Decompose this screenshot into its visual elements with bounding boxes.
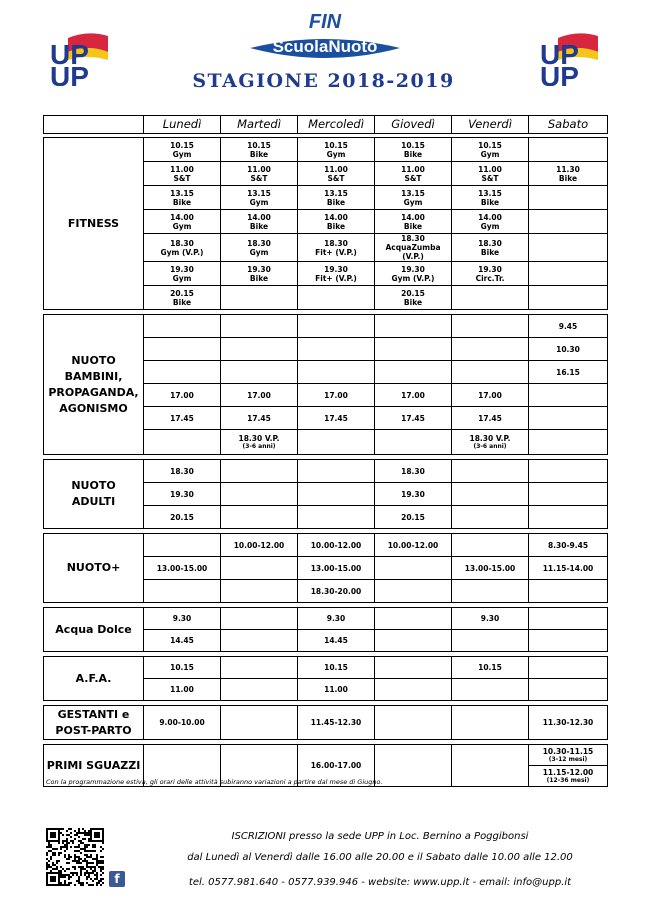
schedule-cell: 17.45 xyxy=(375,407,452,430)
schedule-cell xyxy=(375,630,452,652)
schedule-cell xyxy=(529,384,608,407)
schedule-cell: 11.00 S&T xyxy=(375,162,452,186)
svg-text:UP: UP xyxy=(540,61,579,86)
schedule-cell: 17.45 xyxy=(452,407,529,430)
schedule-cell: 19.30 Circ.Tr. xyxy=(452,262,529,286)
schedule-cell: 9.30 xyxy=(452,608,529,630)
schedule-cell xyxy=(529,186,608,210)
category-label: NUOTO+ xyxy=(44,534,144,603)
schedule-cell: 14.45 xyxy=(144,630,221,652)
schedule-cell xyxy=(298,430,375,455)
schedule-cell: 11.15-12.00 (12-36 mesi) xyxy=(529,766,608,787)
schedule-cell: 11.15-14.00 xyxy=(529,557,608,580)
schedule-cell xyxy=(221,286,298,310)
schedule-cell: 10.30-11.15 (3-12 mesi) xyxy=(529,745,608,766)
schedule-cell xyxy=(221,706,298,740)
schedule-cell: 17.45 xyxy=(298,407,375,430)
schedule-cell: 10.15 xyxy=(298,657,375,679)
schedule-cell: 18.30 xyxy=(144,460,221,483)
footer-iscrizioni: ISCRIZIONI presso la sede UPP in Loc. Bernino a Poggibonsi xyxy=(231,831,529,842)
schedule-cell xyxy=(452,580,529,603)
schedule-cell: 10.15 Gym xyxy=(452,138,529,162)
schedule-cell: 11.00 S&T xyxy=(144,162,221,186)
season-title: STAGIONE 2018-2019 xyxy=(192,70,455,92)
schedule-cell: 19.30 Fit+ (V.P.) xyxy=(298,262,375,286)
day-header: Sabato xyxy=(529,116,608,134)
schedule-cell: 18.30 Bike xyxy=(452,234,529,262)
schedule-cell xyxy=(375,315,452,338)
category-label: PRIMI SGUAZZI xyxy=(44,745,144,787)
schedule-cell: 17.45 xyxy=(221,407,298,430)
schedule-cell xyxy=(452,286,529,310)
schedule-cell xyxy=(529,138,608,162)
schedule-cell xyxy=(529,580,608,603)
schedule-cell xyxy=(144,338,221,361)
schedule-cell: 11.30-12.30 xyxy=(529,706,608,740)
schedule-cell: 11.00 S&T xyxy=(221,162,298,186)
schedule-cell: 19.30 Gym (V.P.) xyxy=(375,262,452,286)
schedule-cell xyxy=(452,630,529,652)
schedule-cell: 14.45 xyxy=(298,630,375,652)
schedule-cell xyxy=(452,361,529,384)
schedule-cell xyxy=(452,506,529,529)
schedule-cell xyxy=(221,679,298,701)
schedule-cell xyxy=(375,657,452,679)
category-label: NUOTO ADULTI xyxy=(44,460,144,529)
schedule-cell: 18.30 xyxy=(375,460,452,483)
schedule-cell: 18.30 V.P. (3-6 anni) xyxy=(452,430,529,455)
schedule-cell: 20.15 xyxy=(375,506,452,529)
schedule-cell: 14.00 Bike xyxy=(298,210,375,234)
schedule-cell: 11.00 xyxy=(298,679,375,701)
schedule-cell xyxy=(221,580,298,603)
schedule-cell: 10.15 Bike xyxy=(221,138,298,162)
schedule-cell xyxy=(221,557,298,580)
schedule-cell: 14.00 Bike xyxy=(375,210,452,234)
schedule-cell: 17.00 xyxy=(375,384,452,407)
schedule-cell xyxy=(375,679,452,701)
schedule-cell xyxy=(529,657,608,679)
schedule-cell xyxy=(375,338,452,361)
schedule-cell xyxy=(298,460,375,483)
schedule-cell xyxy=(375,580,452,603)
schedule-cell: 10.15 Gym xyxy=(144,138,221,162)
schedule-cell xyxy=(529,630,608,652)
schedule-cell: 16.15 xyxy=(529,361,608,384)
schedule-cell xyxy=(298,506,375,529)
category-label: Acqua Dolce xyxy=(44,608,144,652)
schedule-cell xyxy=(375,706,452,740)
schedule-cell xyxy=(298,315,375,338)
schedule-cell xyxy=(529,679,608,701)
schedule-cell xyxy=(221,608,298,630)
svg-text:UP: UP xyxy=(50,61,89,86)
schedule-cell xyxy=(529,608,608,630)
schedule-cell: 16.00-17.00 xyxy=(298,745,375,787)
schedule-cell xyxy=(529,430,608,455)
schedule-cell xyxy=(375,430,452,455)
fin-logo-top: FIN xyxy=(308,11,342,33)
category-label: FITNESS xyxy=(44,138,144,310)
schedule-cell xyxy=(221,630,298,652)
schedule-cell: 18.30 Gym xyxy=(221,234,298,262)
schedule-cell xyxy=(529,460,608,483)
schedule-cell xyxy=(298,286,375,310)
schedule-cell xyxy=(529,483,608,506)
category-label: NUOTO BAMBINI, PROPAGANDA, AGONISMO xyxy=(44,315,144,455)
schedule-cell: 20.15 Bike xyxy=(375,286,452,310)
fin-scuola-nuoto-logo xyxy=(240,8,410,72)
svg-text:UP: UP xyxy=(540,39,579,70)
schedule-cell: 13.15 Bike xyxy=(298,186,375,210)
schedule-cell: 10.15 Gym xyxy=(298,138,375,162)
schedule-cell: 10.00-12.00 xyxy=(375,534,452,557)
schedule-cell xyxy=(221,361,298,384)
schedule-cell: 17.00 xyxy=(452,384,529,407)
schedule-cell: 8.30-9.45 xyxy=(529,534,608,557)
schedule-cell: 13.15 Bike xyxy=(144,186,221,210)
schedule-cell xyxy=(144,534,221,557)
schedule-cell xyxy=(298,483,375,506)
schedule-cell: 13.15 Bike xyxy=(452,186,529,210)
day-header: Mercoledì xyxy=(298,116,375,134)
schedule-cell xyxy=(529,210,608,234)
schedule-cell xyxy=(144,315,221,338)
schedule-cell xyxy=(375,608,452,630)
schedule-cell: 20.15 xyxy=(144,506,221,529)
schedule-cell xyxy=(452,460,529,483)
schedule-cell xyxy=(452,315,529,338)
schedule-cell: 11.00 xyxy=(144,679,221,701)
schedule-cell: 10.15 xyxy=(452,657,529,679)
schedule-cell: 10.00-12.00 xyxy=(221,534,298,557)
facebook-icon[interactable]: f xyxy=(109,871,125,887)
schedule-cell: 18.30 AcquaZumba (V.P.) xyxy=(375,234,452,262)
schedule-cell: 19.30 xyxy=(144,483,221,506)
schedule-cell: 19.30 xyxy=(375,483,452,506)
day-header: Martedì xyxy=(221,116,298,134)
schedule-cell xyxy=(375,557,452,580)
schedule-cell: 9.45 xyxy=(529,315,608,338)
schedule-cell: 11.45-12.30 xyxy=(298,706,375,740)
schedule-cell: 14.00 Gym xyxy=(452,210,529,234)
schedule-cell xyxy=(221,315,298,338)
schedule-cell xyxy=(298,338,375,361)
fin-logo-main: ScuolaNuoto xyxy=(272,37,378,56)
schedule-cell: 17.45 xyxy=(144,407,221,430)
svg-text:UP: UP xyxy=(50,39,89,70)
day-header: Lunedì xyxy=(144,116,221,134)
schedule-cell: 19.30 Gym xyxy=(144,262,221,286)
schedule-cell: 11.30 Bike xyxy=(529,162,608,186)
footer-contacts: tel. 0577.981.640 - 0577.939.946 - website: www.upp.it - email: info@upp.it xyxy=(188,877,572,888)
schedule-cell xyxy=(221,338,298,361)
schedule-cell: 10.30 xyxy=(529,338,608,361)
schedule-cell xyxy=(529,407,608,430)
schedule-cell: 9.30 xyxy=(298,608,375,630)
schedule-cell xyxy=(298,361,375,384)
schedule-cell: 18.30 Fit+ (V.P.) xyxy=(298,234,375,262)
schedule-cell xyxy=(529,506,608,529)
schedule-cell xyxy=(375,745,452,787)
schedule-cell: 17.00 xyxy=(221,384,298,407)
schedule-table xyxy=(43,115,608,787)
category-label: GESTANTI e POST-PARTO xyxy=(44,706,144,740)
schedule-cell: 18.30-20.00 xyxy=(298,580,375,603)
category-label: A.F.A. xyxy=(44,657,144,701)
schedule-cell xyxy=(452,745,529,787)
schedule-cell: 18.30 Gym (V.P.) xyxy=(144,234,221,262)
summer-note: Con la programmazione estiva, gli orari delle attività subiranno variazioni a partire dal mese di Giugno. xyxy=(46,778,383,786)
schedule-cell: 13.15 Gym xyxy=(221,186,298,210)
schedule-cell xyxy=(375,361,452,384)
schedule-cell: 13.00-15.00 xyxy=(298,557,375,580)
day-header: Giovedì xyxy=(375,116,452,134)
schedule-cell xyxy=(452,338,529,361)
schedule-cell xyxy=(452,483,529,506)
schedule-cell xyxy=(452,706,529,740)
schedule-cell xyxy=(144,430,221,455)
schedule-cell xyxy=(452,534,529,557)
qr-code-icon xyxy=(46,828,104,886)
schedule-cell: 9.00-10.00 xyxy=(144,706,221,740)
schedule-cell xyxy=(221,460,298,483)
schedule-cell xyxy=(529,234,608,262)
schedule-cell: 17.00 xyxy=(144,384,221,407)
schedule-cell: 14.00 Gym xyxy=(144,210,221,234)
schedule-cell: 9.30 xyxy=(144,608,221,630)
schedule-cell: 13.00-15.00 xyxy=(144,557,221,580)
day-header: Venerdì xyxy=(452,116,529,134)
schedule-cell: 14.00 Bike xyxy=(221,210,298,234)
schedule-cell xyxy=(221,506,298,529)
schedule-cell: 10.15 Bike xyxy=(375,138,452,162)
schedule-cell xyxy=(529,286,608,310)
schedule-cell: 11.00 S&T xyxy=(298,162,375,186)
schedule-cell: 10.00-12.00 xyxy=(298,534,375,557)
schedule-cell: 18.30 V.P. (3-6 anni) xyxy=(221,430,298,455)
schedule-cell xyxy=(221,483,298,506)
schedule-cell: 13.00-15.00 xyxy=(452,557,529,580)
fin-logo-sub: FEDERALE xyxy=(306,58,344,65)
schedule-cell xyxy=(221,657,298,679)
schedule-cell: 11.00 S&T xyxy=(452,162,529,186)
schedule-cell xyxy=(144,361,221,384)
footer-orari: dal Lunedì al Venerdì dalle 16.00 alle 20.00 e il Sabato dalle 10.00 alle 12.00 xyxy=(187,852,573,863)
schedule-cell: 10.15 xyxy=(144,657,221,679)
schedule-cell xyxy=(452,679,529,701)
corner-header xyxy=(44,116,144,134)
schedule-cell: 19.30 Bike xyxy=(221,262,298,286)
schedule-cell: 13.15 Gym xyxy=(375,186,452,210)
schedule-cell xyxy=(144,580,221,603)
schedule-cell: 20.15 Bike xyxy=(144,286,221,310)
schedule-cell: 17.00 xyxy=(298,384,375,407)
schedule-cell xyxy=(529,262,608,286)
